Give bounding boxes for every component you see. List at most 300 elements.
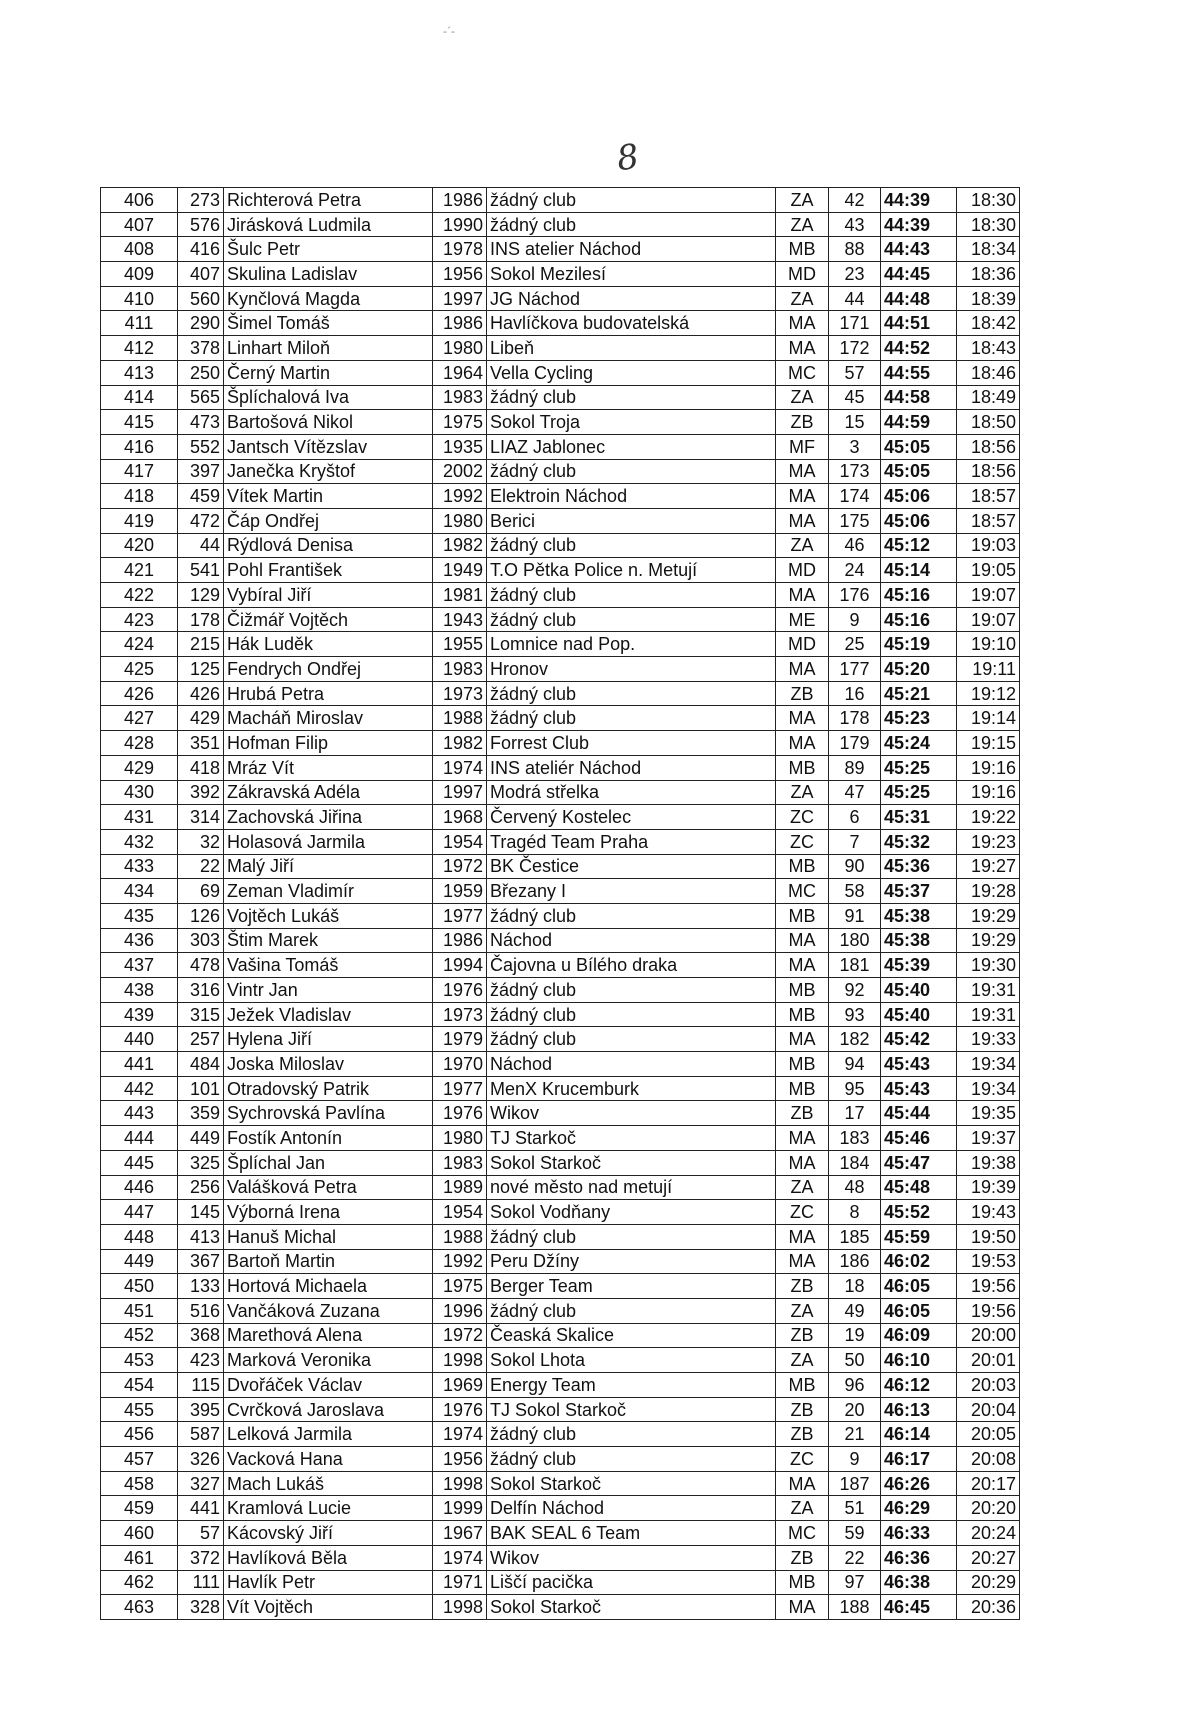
- category-rank-cell: 182: [829, 1027, 881, 1052]
- table-row: [101, 1447, 1020, 1472]
- category-rank-cell: 94: [829, 1052, 881, 1077]
- club-cell: žádný club: [487, 1027, 776, 1052]
- time-cell: 44:43: [881, 237, 957, 262]
- club-cell: Havlíčkova budovatelská: [487, 311, 776, 336]
- page-number: 8: [614, 136, 642, 180]
- gap-cell: 18:57: [957, 508, 1020, 533]
- bib-cell: 429: [178, 706, 224, 731]
- name-cell: Pohl František: [224, 558, 433, 583]
- time-cell: 46:02: [881, 1249, 957, 1274]
- category-rank-cell: 20: [829, 1397, 881, 1422]
- bib-cell: 560: [178, 286, 224, 311]
- position-cell: 444: [101, 1126, 178, 1151]
- year-cell: 1975: [433, 1274, 487, 1299]
- club-cell: Peru Džíny: [487, 1249, 776, 1274]
- category-cell: MA: [776, 1126, 829, 1151]
- bib-cell: 552: [178, 434, 224, 459]
- name-cell: Fostík Antonín: [224, 1126, 433, 1151]
- gap-cell: 19:39: [957, 1175, 1020, 1200]
- year-cell: 1974: [433, 755, 487, 780]
- position-cell: 425: [101, 657, 178, 682]
- name-cell: Rýdlová Denisa: [224, 533, 433, 558]
- category-rank-cell: 15: [829, 410, 881, 435]
- name-cell: Zeman Vladimír: [224, 879, 433, 904]
- time-cell: 45:24: [881, 731, 957, 756]
- position-cell: 462: [101, 1570, 178, 1595]
- category-rank-cell: 97: [829, 1570, 881, 1595]
- name-cell: Zachovská Jiřina: [224, 805, 433, 830]
- name-cell: Šulc Petr: [224, 237, 433, 262]
- year-cell: 1990: [433, 212, 487, 237]
- category-rank-cell: 178: [829, 706, 881, 731]
- year-cell: 1975: [433, 410, 487, 435]
- category-rank-cell: 45: [829, 385, 881, 410]
- name-cell: Macháň Miroslav: [224, 706, 433, 731]
- table-row: [101, 1521, 1020, 1546]
- category-cell: MA: [776, 706, 829, 731]
- club-cell: žádný club: [487, 583, 776, 608]
- position-cell: 411: [101, 311, 178, 336]
- bib-cell: 367: [178, 1249, 224, 1274]
- name-cell: Vančáková Zuzana: [224, 1298, 433, 1323]
- year-cell: 1949: [433, 558, 487, 583]
- position-cell: 460: [101, 1521, 178, 1546]
- club-cell: Berger Team: [487, 1274, 776, 1299]
- table-row: [101, 1595, 1020, 1620]
- name-cell: Vybíral Jiří: [224, 583, 433, 608]
- gap-cell: 18:56: [957, 434, 1020, 459]
- category-cell: MB: [776, 903, 829, 928]
- category-cell: MB: [776, 755, 829, 780]
- year-cell: 1982: [433, 731, 487, 756]
- year-cell: 1983: [433, 1150, 487, 1175]
- table-row: [101, 212, 1020, 237]
- position-cell: 455: [101, 1397, 178, 1422]
- bib-cell: 407: [178, 262, 224, 287]
- time-cell: 46:17: [881, 1447, 957, 1472]
- year-cell: 1998: [433, 1348, 487, 1373]
- category-cell: MB: [776, 854, 829, 879]
- category-rank-cell: 186: [829, 1249, 881, 1274]
- club-cell: Čeaská Skalice: [487, 1323, 776, 1348]
- category-rank-cell: 91: [829, 903, 881, 928]
- club-cell: žádný club: [487, 459, 776, 484]
- name-cell: Dvořáček Václav: [224, 1373, 433, 1398]
- position-cell: 428: [101, 731, 178, 756]
- name-cell: Zákravská Adéla: [224, 780, 433, 805]
- year-cell: 1935: [433, 434, 487, 459]
- category-cell: MA: [776, 508, 829, 533]
- position-cell: 417: [101, 459, 178, 484]
- position-cell: 418: [101, 484, 178, 509]
- position-cell: 435: [101, 903, 178, 928]
- year-cell: 1989: [433, 1175, 487, 1200]
- bib-cell: 449: [178, 1126, 224, 1151]
- gap-cell: 20:01: [957, 1348, 1020, 1373]
- category-rank-cell: 22: [829, 1545, 881, 1570]
- category-cell: ZA: [776, 780, 829, 805]
- gap-cell: 20:08: [957, 1447, 1020, 1472]
- position-cell: 461: [101, 1545, 178, 1570]
- club-cell: TJ Starkoč: [487, 1126, 776, 1151]
- bib-cell: 250: [178, 360, 224, 385]
- time-cell: 44:48: [881, 286, 957, 311]
- category-cell: ZC: [776, 829, 829, 854]
- bib-cell: 44: [178, 533, 224, 558]
- name-cell: Bartoň Martin: [224, 1249, 433, 1274]
- bib-cell: 359: [178, 1101, 224, 1126]
- category-cell: ZA: [776, 1175, 829, 1200]
- year-cell: 1988: [433, 1224, 487, 1249]
- table-row: [101, 1101, 1020, 1126]
- gap-cell: 19:29: [957, 928, 1020, 953]
- time-cell: 45:38: [881, 903, 957, 928]
- time-cell: 45:16: [881, 583, 957, 608]
- position-cell: 424: [101, 632, 178, 657]
- time-cell: 45:38: [881, 928, 957, 953]
- gap-cell: 19:11: [957, 657, 1020, 682]
- club-cell: BK Čestice: [487, 854, 776, 879]
- category-rank-cell: 188: [829, 1595, 881, 1620]
- table-row: [101, 854, 1020, 879]
- position-cell: 439: [101, 1002, 178, 1027]
- name-cell: Marková Veronika: [224, 1348, 433, 1373]
- table-row: [101, 1150, 1020, 1175]
- category-rank-cell: 18: [829, 1274, 881, 1299]
- category-rank-cell: 8: [829, 1200, 881, 1225]
- time-cell: 46:10: [881, 1348, 957, 1373]
- category-cell: ZC: [776, 1200, 829, 1225]
- position-cell: 412: [101, 336, 178, 361]
- category-rank-cell: 49: [829, 1298, 881, 1323]
- name-cell: Vacková Hana: [224, 1447, 433, 1472]
- category-cell: ZA: [776, 1298, 829, 1323]
- time-cell: 45:42: [881, 1027, 957, 1052]
- position-cell: 432: [101, 829, 178, 854]
- name-cell: Vítek Martin: [224, 484, 433, 509]
- bib-cell: 129: [178, 583, 224, 608]
- bib-cell: 126: [178, 903, 224, 928]
- gap-cell: 19:07: [957, 607, 1020, 632]
- club-cell: Náchod: [487, 928, 776, 953]
- year-cell: 1954: [433, 829, 487, 854]
- time-cell: 44:39: [881, 188, 957, 213]
- table-row: [101, 1373, 1020, 1398]
- year-cell: 2002: [433, 459, 487, 484]
- club-cell: žádný club: [487, 607, 776, 632]
- gap-cell: 19:33: [957, 1027, 1020, 1052]
- bib-cell: 125: [178, 657, 224, 682]
- gap-cell: 19:31: [957, 1002, 1020, 1027]
- gap-cell: 20:05: [957, 1422, 1020, 1447]
- table-row: [101, 1274, 1020, 1299]
- position-cell: 410: [101, 286, 178, 311]
- position-cell: 452: [101, 1323, 178, 1348]
- table-row: [101, 928, 1020, 953]
- category-cell: ZA: [776, 1348, 829, 1373]
- category-cell: MA: [776, 583, 829, 608]
- table-row: [101, 558, 1020, 583]
- club-cell: Sokol Lhota: [487, 1348, 776, 1373]
- category-rank-cell: 183: [829, 1126, 881, 1151]
- position-cell: 441: [101, 1052, 178, 1077]
- bib-cell: 459: [178, 484, 224, 509]
- year-cell: 1956: [433, 262, 487, 287]
- category-rank-cell: 95: [829, 1076, 881, 1101]
- category-cell: MD: [776, 262, 829, 287]
- position-cell: 409: [101, 262, 178, 287]
- gap-cell: 19:34: [957, 1076, 1020, 1101]
- time-cell: 45:14: [881, 558, 957, 583]
- table-row: [101, 1224, 1020, 1249]
- position-cell: 437: [101, 953, 178, 978]
- table-row: [101, 1397, 1020, 1422]
- bib-cell: 32: [178, 829, 224, 854]
- club-cell: Wikov: [487, 1101, 776, 1126]
- club-cell: žádný club: [487, 1002, 776, 1027]
- category-cell: MF: [776, 434, 829, 459]
- year-cell: 1986: [433, 188, 487, 213]
- table-row: [101, 583, 1020, 608]
- time-cell: 46:13: [881, 1397, 957, 1422]
- name-cell: Vašina Tomáš: [224, 953, 433, 978]
- category-rank-cell: 16: [829, 681, 881, 706]
- name-cell: Havlíková Běla: [224, 1545, 433, 1570]
- name-cell: Výborná Irena: [224, 1200, 433, 1225]
- bib-cell: 215: [178, 632, 224, 657]
- bib-cell: 418: [178, 755, 224, 780]
- category-cell: MA: [776, 311, 829, 336]
- time-cell: 45:12: [881, 533, 957, 558]
- table-row: [101, 607, 1020, 632]
- time-cell: 45:19: [881, 632, 957, 657]
- club-cell: INS ateliér Náchod: [487, 755, 776, 780]
- table-row: [101, 311, 1020, 336]
- category-rank-cell: 185: [829, 1224, 881, 1249]
- category-rank-cell: 93: [829, 1002, 881, 1027]
- category-cell: MA: [776, 657, 829, 682]
- name-cell: Kácovský Jiří: [224, 1521, 433, 1546]
- position-cell: 453: [101, 1348, 178, 1373]
- bib-cell: 395: [178, 1397, 224, 1422]
- club-cell: žádný club: [487, 188, 776, 213]
- gap-cell: 19:14: [957, 706, 1020, 731]
- year-cell: 1976: [433, 1101, 487, 1126]
- club-cell: Vella Cycling: [487, 360, 776, 385]
- gap-cell: 20:17: [957, 1471, 1020, 1496]
- year-cell: 1986: [433, 928, 487, 953]
- category-cell: ZB: [776, 1422, 829, 1447]
- name-cell: Hylena Jiří: [224, 1027, 433, 1052]
- name-cell: Linhart Miloň: [224, 336, 433, 361]
- club-cell: Libeň: [487, 336, 776, 361]
- gap-cell: 19:34: [957, 1052, 1020, 1077]
- name-cell: Janečka Kryštof: [224, 459, 433, 484]
- category-rank-cell: 46: [829, 533, 881, 558]
- category-rank-cell: 9: [829, 607, 881, 632]
- position-cell: 457: [101, 1447, 178, 1472]
- bib-cell: 316: [178, 978, 224, 1003]
- gap-cell: 19:28: [957, 879, 1020, 904]
- bib-cell: 416: [178, 237, 224, 262]
- position-cell: 434: [101, 879, 178, 904]
- gap-cell: 18:42: [957, 311, 1020, 336]
- gap-cell: 18:30: [957, 212, 1020, 237]
- time-cell: 45:06: [881, 508, 957, 533]
- time-cell: 45:32: [881, 829, 957, 854]
- position-cell: 408: [101, 237, 178, 262]
- bib-cell: 314: [178, 805, 224, 830]
- name-cell: Vintr Jan: [224, 978, 433, 1003]
- time-cell: 45:06: [881, 484, 957, 509]
- category-cell: ZB: [776, 1101, 829, 1126]
- name-cell: Ježek Vladislav: [224, 1002, 433, 1027]
- position-cell: 448: [101, 1224, 178, 1249]
- time-cell: 44:52: [881, 336, 957, 361]
- table-row: [101, 657, 1020, 682]
- table-row: [101, 1249, 1020, 1274]
- year-cell: 1998: [433, 1471, 487, 1496]
- club-cell: nové město nad metují: [487, 1175, 776, 1200]
- table-row: [101, 385, 1020, 410]
- table-row: [101, 829, 1020, 854]
- club-cell: Forrest Club: [487, 731, 776, 756]
- gap-cell: 18:39: [957, 286, 1020, 311]
- position-cell: 438: [101, 978, 178, 1003]
- name-cell: Holasová Jarmila: [224, 829, 433, 854]
- year-cell: 1973: [433, 1002, 487, 1027]
- club-cell: T.O Pětka Police n. Metují: [487, 558, 776, 583]
- club-cell: TJ Sokol Starkoč: [487, 1397, 776, 1422]
- category-rank-cell: 180: [829, 928, 881, 953]
- bib-cell: 378: [178, 336, 224, 361]
- name-cell: Hofman Filip: [224, 731, 433, 756]
- name-cell: Šplíchalová Iva: [224, 385, 433, 410]
- position-cell: 445: [101, 1150, 178, 1175]
- position-cell: 450: [101, 1274, 178, 1299]
- position-cell: 413: [101, 360, 178, 385]
- results-body: [101, 188, 1020, 1620]
- position-cell: 459: [101, 1496, 178, 1521]
- table-row: [101, 533, 1020, 558]
- table-row: [101, 434, 1020, 459]
- table-row: [101, 1027, 1020, 1052]
- category-rank-cell: 6: [829, 805, 881, 830]
- category-rank-cell: 58: [829, 879, 881, 904]
- category-rank-cell: 90: [829, 854, 881, 879]
- table-row: [101, 336, 1020, 361]
- time-cell: 45:46: [881, 1126, 957, 1151]
- category-rank-cell: 17: [829, 1101, 881, 1126]
- position-cell: 427: [101, 706, 178, 731]
- category-rank-cell: 92: [829, 978, 881, 1003]
- year-cell: 1972: [433, 854, 487, 879]
- club-cell: INS atelier Náchod: [487, 237, 776, 262]
- club-cell: Hronov: [487, 657, 776, 682]
- year-cell: 1956: [433, 1447, 487, 1472]
- name-cell: Jirásková Ludmila: [224, 212, 433, 237]
- bib-cell: 325: [178, 1150, 224, 1175]
- time-cell: 45:21: [881, 681, 957, 706]
- year-cell: 1981: [433, 583, 487, 608]
- category-rank-cell: 43: [829, 212, 881, 237]
- category-rank-cell: 181: [829, 953, 881, 978]
- club-cell: žádný club: [487, 385, 776, 410]
- category-rank-cell: 19: [829, 1323, 881, 1348]
- table-row: [101, 879, 1020, 904]
- name-cell: Šplíchal Jan: [224, 1150, 433, 1175]
- time-cell: 45:25: [881, 780, 957, 805]
- time-cell: 45:05: [881, 459, 957, 484]
- table-row: [101, 262, 1020, 287]
- category-rank-cell: 179: [829, 731, 881, 756]
- category-cell: MA: [776, 1595, 829, 1620]
- category-rank-cell: 187: [829, 1471, 881, 1496]
- gap-cell: 19:53: [957, 1249, 1020, 1274]
- name-cell: Malý Jiří: [224, 854, 433, 879]
- year-cell: 1959: [433, 879, 487, 904]
- position-cell: 419: [101, 508, 178, 533]
- table-row: [101, 903, 1020, 928]
- bib-cell: 587: [178, 1422, 224, 1447]
- category-rank-cell: 184: [829, 1150, 881, 1175]
- time-cell: 45:40: [881, 978, 957, 1003]
- bib-cell: 397: [178, 459, 224, 484]
- year-cell: 1976: [433, 1397, 487, 1422]
- gap-cell: 20:27: [957, 1545, 1020, 1570]
- table-row: [101, 1570, 1020, 1595]
- category-rank-cell: 59: [829, 1521, 881, 1546]
- bib-cell: 115: [178, 1373, 224, 1398]
- gap-cell: 19:23: [957, 829, 1020, 854]
- category-rank-cell: 171: [829, 311, 881, 336]
- table-row: [101, 360, 1020, 385]
- position-cell: 436: [101, 928, 178, 953]
- category-cell: ME: [776, 607, 829, 632]
- table-row: [101, 1496, 1020, 1521]
- club-cell: Delfín Náchod: [487, 1496, 776, 1521]
- bib-cell: 351: [178, 731, 224, 756]
- time-cell: 44:45: [881, 262, 957, 287]
- position-cell: 454: [101, 1373, 178, 1398]
- table-row: [101, 953, 1020, 978]
- bib-cell: 541: [178, 558, 224, 583]
- name-cell: Vojtěch Lukáš: [224, 903, 433, 928]
- bib-cell: 328: [178, 1595, 224, 1620]
- time-cell: 45:52: [881, 1200, 957, 1225]
- gap-cell: 19:03: [957, 533, 1020, 558]
- club-cell: žádný club: [487, 1224, 776, 1249]
- category-cell: MA: [776, 928, 829, 953]
- time-cell: 46:05: [881, 1274, 957, 1299]
- category-cell: MA: [776, 1249, 829, 1274]
- table-row: [101, 1298, 1020, 1323]
- time-cell: 45:31: [881, 805, 957, 830]
- club-cell: LIAZ Jablonec: [487, 434, 776, 459]
- bib-cell: 441: [178, 1496, 224, 1521]
- club-cell: Březany I: [487, 879, 776, 904]
- gap-cell: 19:22: [957, 805, 1020, 830]
- table-row: [101, 731, 1020, 756]
- club-cell: Modrá střelka: [487, 780, 776, 805]
- category-rank-cell: 88: [829, 237, 881, 262]
- year-cell: 1977: [433, 1076, 487, 1101]
- year-cell: 1943: [433, 607, 487, 632]
- gap-cell: 19:16: [957, 780, 1020, 805]
- name-cell: Štim Marek: [224, 928, 433, 953]
- bib-cell: 413: [178, 1224, 224, 1249]
- category-rank-cell: 25: [829, 632, 881, 657]
